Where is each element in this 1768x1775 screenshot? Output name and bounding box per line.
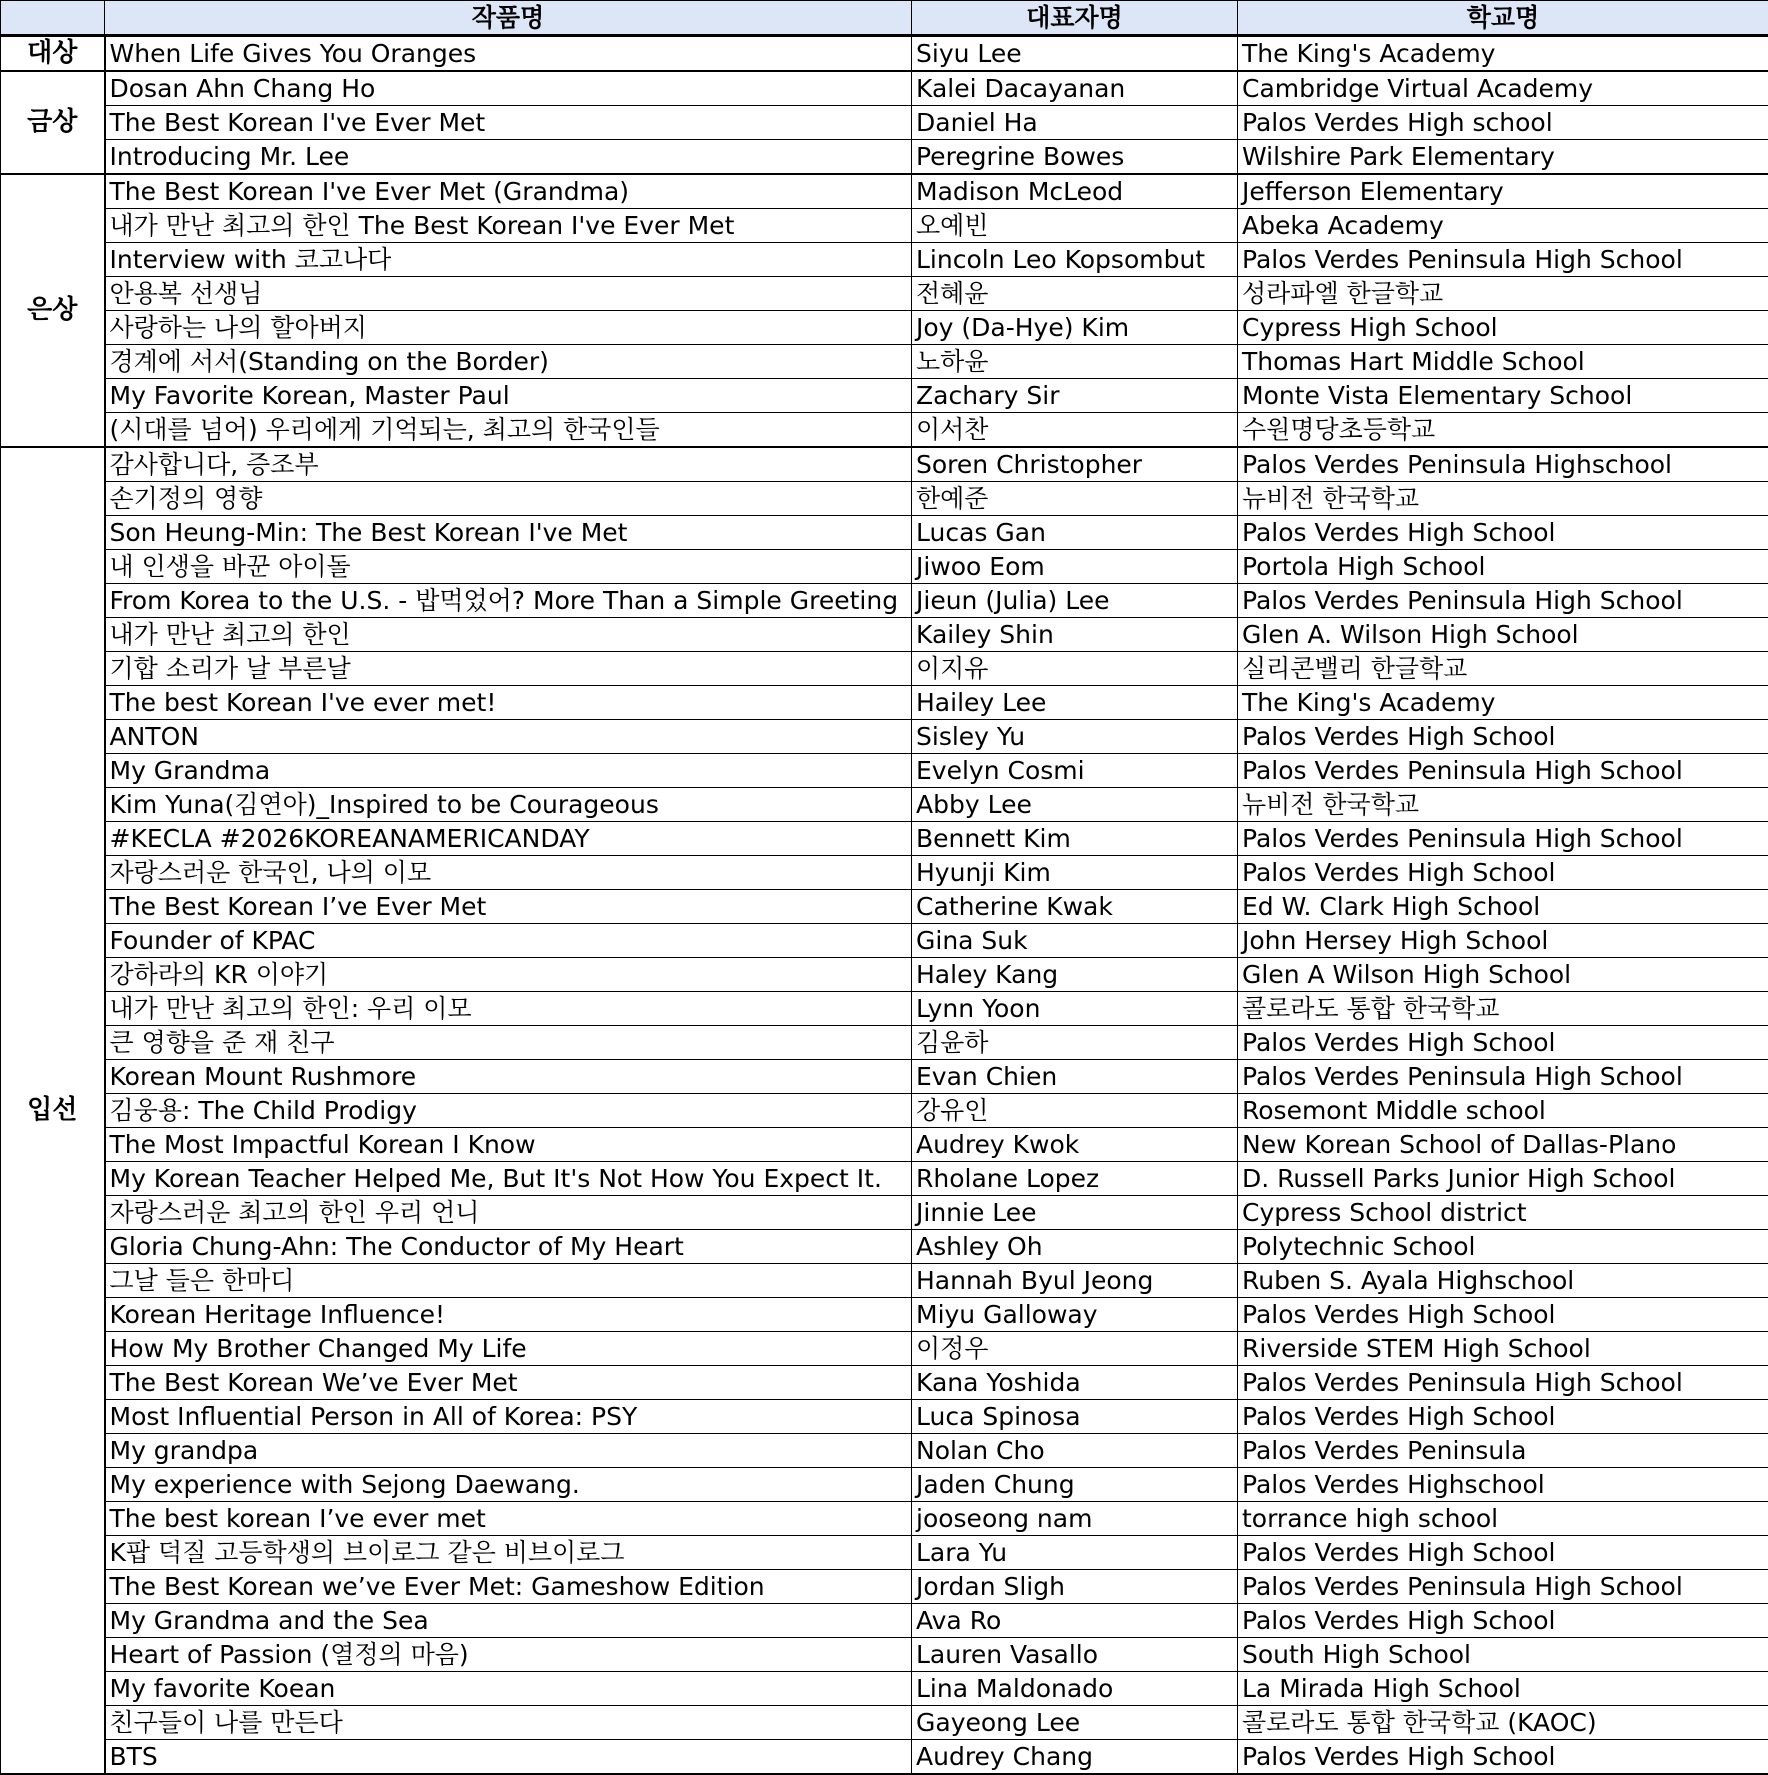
table-row <box>1 1740 1768 1775</box>
school-cell[interactable]: Palos Verdes Highschool <box>1238 1468 1768 1502</box>
table-row <box>1 71 1768 106</box>
representative-cell[interactable]: Peregrine Bowes <box>912 140 1238 175</box>
title-cell[interactable]: My experience with Sejong Daewang. <box>105 1468 912 1502</box>
title-cell[interactable]: 사랑하는 나의 할아버지 <box>105 311 912 345</box>
title-cell[interactable]: Gloria Chung-Ahn: The Conductor of My Heart <box>105 1230 912 1264</box>
table-row <box>1 1230 1768 1264</box>
representative-cell[interactable]: Ashley Oh <box>912 1230 1238 1264</box>
school-cell[interactable]: Palos Verdes High School <box>1238 1298 1768 1332</box>
representative-cell[interactable]: Abby Lee <box>912 788 1238 822</box>
school-cell[interactable]: Cambridge Virtual Academy <box>1238 71 1768 106</box>
school-cell[interactable]: Palos Verdes High School <box>1238 1604 1768 1638</box>
school-cell[interactable]: 성라파엘 한글학교 <box>1238 277 1768 311</box>
representative-cell[interactable]: jooseong nam <box>912 1502 1238 1536</box>
table-row <box>1 413 1768 448</box>
title-cell[interactable]: The Best Korean We’ve Ever Met <box>105 1366 912 1400</box>
title-cell[interactable]: My Grandma and the Sea <box>105 1604 912 1638</box>
representative-cell[interactable]: Joy (Da-Hye) Kim <box>912 311 1238 345</box>
header-representative[interactable]: 대표자명 <box>912 1 1238 36</box>
school-cell[interactable]: Ruben S. Ayala Highschool <box>1238 1264 1768 1298</box>
table-row <box>1 1196 1768 1230</box>
title-cell[interactable]: (시대를 넘어) 우리에게 기억되는, 최고의 한국인들 <box>105 413 912 448</box>
table-row <box>1 379 1768 413</box>
representative-cell[interactable]: Evelyn Cosmi <box>912 754 1238 788</box>
representative-cell[interactable]: 이서찬 <box>912 413 1238 448</box>
table-row <box>1 1502 1768 1536</box>
title-cell[interactable]: The best korean I’ve ever met <box>105 1502 912 1536</box>
table-row <box>1 140 1768 175</box>
school-cell[interactable]: New Korean School of Dallas-Plano <box>1238 1128 1768 1162</box>
table-row <box>1 1264 1768 1298</box>
award-group <box>1 447 1768 1774</box>
school-cell[interactable]: Palos Verdes High School <box>1238 1400 1768 1434</box>
representative-cell[interactable]: Hyunji Kim <box>912 856 1238 890</box>
table-row <box>1 550 1768 584</box>
title-cell[interactable]: 강하라의 KR 이야기 <box>105 958 912 992</box>
representative-cell[interactable]: Lynn Yoon <box>912 992 1238 1026</box>
table-row <box>1 584 1768 618</box>
representative-cell[interactable]: Lauren Vasallo <box>912 1638 1238 1672</box>
school-cell[interactable]: Cypress School district <box>1238 1196 1768 1230</box>
representative-cell[interactable]: Rholane Lopez <box>912 1162 1238 1196</box>
table-row <box>1 243 1768 277</box>
school-cell[interactable]: 콜로라도 통합 한국학교 (KAOC) <box>1238 1706 1768 1740</box>
table-row <box>1 1298 1768 1332</box>
table-row <box>1 720 1768 754</box>
representative-cell[interactable]: Jaden Chung <box>912 1468 1238 1502</box>
title-cell[interactable]: 김웅용: The Child Prodigy <box>105 1094 912 1128</box>
table-row <box>1 1094 1768 1128</box>
table-row <box>1 1060 1768 1094</box>
school-cell[interactable]: Palos Verdes Peninsula High School <box>1238 1060 1768 1094</box>
representative-cell[interactable]: Nolan Cho <box>912 1434 1238 1468</box>
table-row <box>1 1400 1768 1434</box>
school-cell[interactable]: Glen A Wilson High School <box>1238 958 1768 992</box>
representative-cell[interactable]: Jordan Sligh <box>912 1570 1238 1604</box>
school-cell[interactable]: Jefferson Elementary <box>1238 174 1768 209</box>
school-cell[interactable]: Riverside STEM High School <box>1238 1332 1768 1366</box>
title-cell[interactable]: #KECLA #2026KOREANAMERICANDAY <box>105 822 912 856</box>
school-cell[interactable]: Thomas Hart Middle School <box>1238 345 1768 379</box>
title-cell[interactable]: My grandpa <box>105 1434 912 1468</box>
representative-cell[interactable]: Ava Ro <box>912 1604 1238 1638</box>
title-cell[interactable]: 친구들이 나를 만든다 <box>105 1706 912 1740</box>
school-cell[interactable]: La Mirada High School <box>1238 1672 1768 1706</box>
award-cell[interactable]: 입선 <box>1 447 105 1774</box>
title-cell[interactable]: The Most Impactful Korean I Know <box>105 1128 912 1162</box>
school-cell[interactable]: torrance high school <box>1238 1502 1768 1536</box>
representative-cell[interactable]: Bennett Kim <box>912 822 1238 856</box>
school-cell[interactable]: The King's Academy <box>1238 36 1768 72</box>
table-row <box>1 822 1768 856</box>
representative-cell[interactable]: Jiwoo Eom <box>912 550 1238 584</box>
header-row <box>1 1 1768 36</box>
title-cell[interactable]: My favorite Koean <box>105 1672 912 1706</box>
school-cell[interactable]: Palos Verdes High School <box>1238 720 1768 754</box>
title-cell[interactable]: The best Korean I've ever met! <box>105 686 912 720</box>
title-cell[interactable]: 경계에 서서(Standing on the Border) <box>105 345 912 379</box>
school-cell[interactable]: Monte Vista Elementary School <box>1238 379 1768 413</box>
representative-cell[interactable]: Gayeong Lee <box>912 1706 1238 1740</box>
table-row <box>1 1026 1768 1060</box>
table-row <box>1 1672 1768 1706</box>
title-cell[interactable]: The Best Korean I've Ever Met (Grandma) <box>105 174 912 209</box>
school-cell[interactable]: Polytechnic School <box>1238 1230 1768 1264</box>
table-row <box>1 1468 1768 1502</box>
table-row <box>1 686 1768 720</box>
representative-cell[interactable]: Lincoln Leo Kopsombut <box>912 243 1238 277</box>
representative-cell[interactable]: Evan Chien <box>912 1060 1238 1094</box>
title-cell[interactable]: 내가 만난 최고의 한인: 우리 이모 <box>105 992 912 1026</box>
school-cell[interactable]: Ed W. Clark High School <box>1238 890 1768 924</box>
representative-cell[interactable]: Kalei Dacayanan <box>912 71 1238 106</box>
representative-cell[interactable]: Audrey Chang <box>912 1740 1238 1775</box>
representative-cell[interactable]: Haley Kang <box>912 958 1238 992</box>
school-cell[interactable]: Palos Verdes High School <box>1238 1026 1768 1060</box>
school-cell[interactable]: Portola High School <box>1238 550 1768 584</box>
school-cell[interactable]: South High School <box>1238 1638 1768 1672</box>
school-cell[interactable]: Palos Verdes Peninsula High School <box>1238 584 1768 618</box>
table-row <box>1 1162 1768 1196</box>
representative-cell[interactable]: Jieun (Julia) Lee <box>912 584 1238 618</box>
table-row <box>1 788 1768 822</box>
school-cell[interactable]: Palos Verdes High school <box>1238 106 1768 140</box>
representative-cell[interactable]: Sisley Yu <box>912 720 1238 754</box>
school-cell[interactable]: Abeka Academy <box>1238 209 1768 243</box>
title-cell[interactable]: 내 인생을 바꾼 아이돌 <box>105 550 912 584</box>
title-cell[interactable]: 큰 영향을 준 재 친구 <box>105 1026 912 1060</box>
representative-cell[interactable]: Zachary Sir <box>912 379 1238 413</box>
title-cell[interactable]: Kim Yuna(김연아)_Inspired to be Courageous <box>105 788 912 822</box>
table-row <box>1 618 1768 652</box>
school-cell[interactable]: Glen A. Wilson High School <box>1238 618 1768 652</box>
title-cell[interactable]: Dosan Ahn Chang Ho <box>105 71 912 106</box>
table-row <box>1 924 1768 958</box>
school-cell[interactable]: Palos Verdes Peninsula High School <box>1238 1366 1768 1400</box>
school-cell[interactable]: Palos Verdes Peninsula High School <box>1238 754 1768 788</box>
school-cell[interactable]: 실리콘밸리 한글학교 <box>1238 652 1768 686</box>
representative-cell[interactable]: 강유인 <box>912 1094 1238 1128</box>
table-row <box>1 106 1768 140</box>
table-row <box>1 1638 1768 1672</box>
school-cell[interactable]: Palos Verdes High School <box>1238 516 1768 550</box>
school-cell[interactable]: D. Russell Parks Junior High School <box>1238 1162 1768 1196</box>
representative-cell[interactable]: 노하윤 <box>912 345 1238 379</box>
representative-cell[interactable]: Catherine Kwak <box>912 890 1238 924</box>
award-cell[interactable]: 금상 <box>1 71 105 174</box>
title-cell[interactable]: When Life Gives You Oranges <box>105 36 912 72</box>
school-cell[interactable]: Palos Verdes Peninsula Highschool <box>1238 447 1768 482</box>
title-cell[interactable]: 기합 소리가 날 부른날 <box>105 652 912 686</box>
school-cell[interactable]: Palos Verdes High School <box>1238 1740 1768 1775</box>
representative-cell[interactable]: 이정우 <box>912 1332 1238 1366</box>
table-row <box>1 992 1768 1026</box>
title-cell[interactable]: BTS <box>105 1740 912 1775</box>
school-cell[interactable]: 뉴비전 한국학교 <box>1238 482 1768 516</box>
representative-cell[interactable]: Lara Yu <box>912 1536 1238 1570</box>
table-row <box>1 1366 1768 1400</box>
representative-cell[interactable]: Audrey Kwok <box>912 1128 1238 1162</box>
table-row <box>1 482 1768 516</box>
table-row <box>1 36 1768 72</box>
title-cell[interactable]: Heart of Passion (열정의 마음) <box>105 1638 912 1672</box>
award-group <box>1 36 1768 72</box>
title-cell[interactable]: K팝 덕질 고등학생의 브이로그 같은 비브이로그 <box>105 1536 912 1570</box>
title-cell[interactable]: Founder of KPAC <box>105 924 912 958</box>
table-row <box>1 856 1768 890</box>
table-row <box>1 447 1768 482</box>
title-cell[interactable]: The Best Korean I’ve Ever Met <box>105 890 912 924</box>
representative-cell[interactable]: 이지유 <box>912 652 1238 686</box>
table-row <box>1 1570 1768 1604</box>
school-cell[interactable]: Palos Verdes Peninsula High School <box>1238 1570 1768 1604</box>
school-cell[interactable]: 콜로라도 통합 한국학교 <box>1238 992 1768 1026</box>
title-cell[interactable]: The Best Korean I've Ever Met <box>105 106 912 140</box>
school-cell[interactable]: Cypress High School <box>1238 311 1768 345</box>
title-cell[interactable]: My Grandma <box>105 754 912 788</box>
table-row <box>1 1536 1768 1570</box>
table-row <box>1 516 1768 550</box>
representative-cell[interactable]: 오예빈 <box>912 209 1238 243</box>
title-cell[interactable]: My Favorite Korean, Master Paul <box>105 379 912 413</box>
table-header <box>1 1 1768 36</box>
table-row <box>1 652 1768 686</box>
title-cell[interactable]: 자랑스러운 한국인, 나의 이모 <box>105 856 912 890</box>
title-cell[interactable]: Korean Heritage Influence! <box>105 1298 912 1332</box>
table-row <box>1 958 1768 992</box>
representative-cell[interactable]: Daniel Ha <box>912 106 1238 140</box>
title-cell[interactable]: 내가 만난 최고의 한인 The Best Korean I've Ever Met <box>105 209 912 243</box>
representative-cell[interactable]: Kana Yoshida <box>912 1366 1238 1400</box>
school-cell[interactable]: 뉴비전 한국학교 <box>1238 788 1768 822</box>
school-cell[interactable]: Palos Verdes Peninsula High School <box>1238 243 1768 277</box>
header-title[interactable]: 작품명 <box>105 1 912 36</box>
school-cell[interactable]: Palos Verdes High School <box>1238 856 1768 890</box>
representative-cell[interactable]: Miyu Galloway <box>912 1298 1238 1332</box>
title-cell[interactable]: ANTON <box>105 720 912 754</box>
representative-cell[interactable]: 한예준 <box>912 482 1238 516</box>
representative-cell[interactable]: Madison McLeod <box>912 174 1238 209</box>
table-row <box>1 209 1768 243</box>
title-cell[interactable]: 감사합니다, 증조부 <box>105 447 912 482</box>
table-row <box>1 277 1768 311</box>
table-row <box>1 174 1768 209</box>
representative-cell[interactable]: Kailey Shin <box>912 618 1238 652</box>
representative-cell[interactable]: 김윤하 <box>912 1026 1238 1060</box>
title-cell[interactable]: Introducing Mr. Lee <box>105 140 912 175</box>
award-cell[interactable]: 대상 <box>1 36 105 72</box>
representative-cell[interactable]: Gina Suk <box>912 924 1238 958</box>
representative-cell[interactable]: Lucas Gan <box>912 516 1238 550</box>
table-row <box>1 345 1768 379</box>
title-cell[interactable]: Korean Mount Rushmore <box>105 1060 912 1094</box>
table-row <box>1 890 1768 924</box>
representative-cell[interactable]: Hannah Byul Jeong <box>912 1264 1238 1298</box>
school-cell[interactable]: Palos Verdes High School <box>1238 1536 1768 1570</box>
school-cell[interactable]: Palos Verdes Peninsula High School <box>1238 822 1768 856</box>
header-school[interactable]: 학교명 <box>1238 1 1768 36</box>
title-cell[interactable]: Son Heung-Min: The Best Korean I've Met <box>105 516 912 550</box>
title-cell[interactable]: My Korean Teacher Helped Me, But It's Not How You Expect It. <box>105 1162 912 1196</box>
representative-cell[interactable]: Siyu Lee <box>912 36 1238 72</box>
representative-cell[interactable]: 전혜윤 <box>912 277 1238 311</box>
table-row <box>1 1128 1768 1162</box>
table-row <box>1 754 1768 788</box>
title-cell[interactable]: The Best Korean we’ve Ever Met: Gameshow Edition <box>105 1570 912 1604</box>
header-award[interactable] <box>1 1 105 36</box>
title-cell[interactable]: 손기정의 영향 <box>105 482 912 516</box>
school-cell[interactable]: The King's Academy <box>1238 686 1768 720</box>
award-group <box>1 174 1768 447</box>
school-cell[interactable]: John Hersey High School <box>1238 924 1768 958</box>
table-row <box>1 1332 1768 1366</box>
title-cell[interactable]: 내가 만난 최고의 한인 <box>105 618 912 652</box>
title-cell[interactable]: Most Influential Person in All of Korea: PSY <box>105 1400 912 1434</box>
school-cell[interactable]: Rosemont Middle school <box>1238 1094 1768 1128</box>
title-cell[interactable]: From Korea to the U.S. - 밥먹었어? More Than a Simple Greeting <box>105 584 912 618</box>
school-cell[interactable]: Palos Verdes Peninsula <box>1238 1434 1768 1468</box>
table-row <box>1 1706 1768 1740</box>
table-row <box>1 1434 1768 1468</box>
representative-cell[interactable]: Lina Maldonado <box>912 1672 1238 1706</box>
school-cell[interactable]: 수원명당초등학교 <box>1238 413 1768 448</box>
title-cell[interactable]: Interview with 코고나다 <box>105 243 912 277</box>
table-row <box>1 1604 1768 1638</box>
title-cell[interactable]: 자랑스러운 최고의 한인 우리 언니 <box>105 1196 912 1230</box>
title-cell[interactable]: How My Brother Changed My Life <box>105 1332 912 1366</box>
representative-cell[interactable]: Soren Christopher <box>912 447 1238 482</box>
representative-cell[interactable]: Hailey Lee <box>912 686 1238 720</box>
title-cell[interactable]: 그날 들은 한마디 <box>105 1264 912 1298</box>
title-cell[interactable]: 안용복 선생님 <box>105 277 912 311</box>
representative-cell[interactable]: Luca Spinosa <box>912 1400 1238 1434</box>
table-row <box>1 311 1768 345</box>
award-group <box>1 71 1768 174</box>
representative-cell[interactable]: Jinnie Lee <box>912 1196 1238 1230</box>
award-cell[interactable]: 은상 <box>1 174 105 447</box>
school-cell[interactable]: Wilshire Park Elementary <box>1238 140 1768 175</box>
